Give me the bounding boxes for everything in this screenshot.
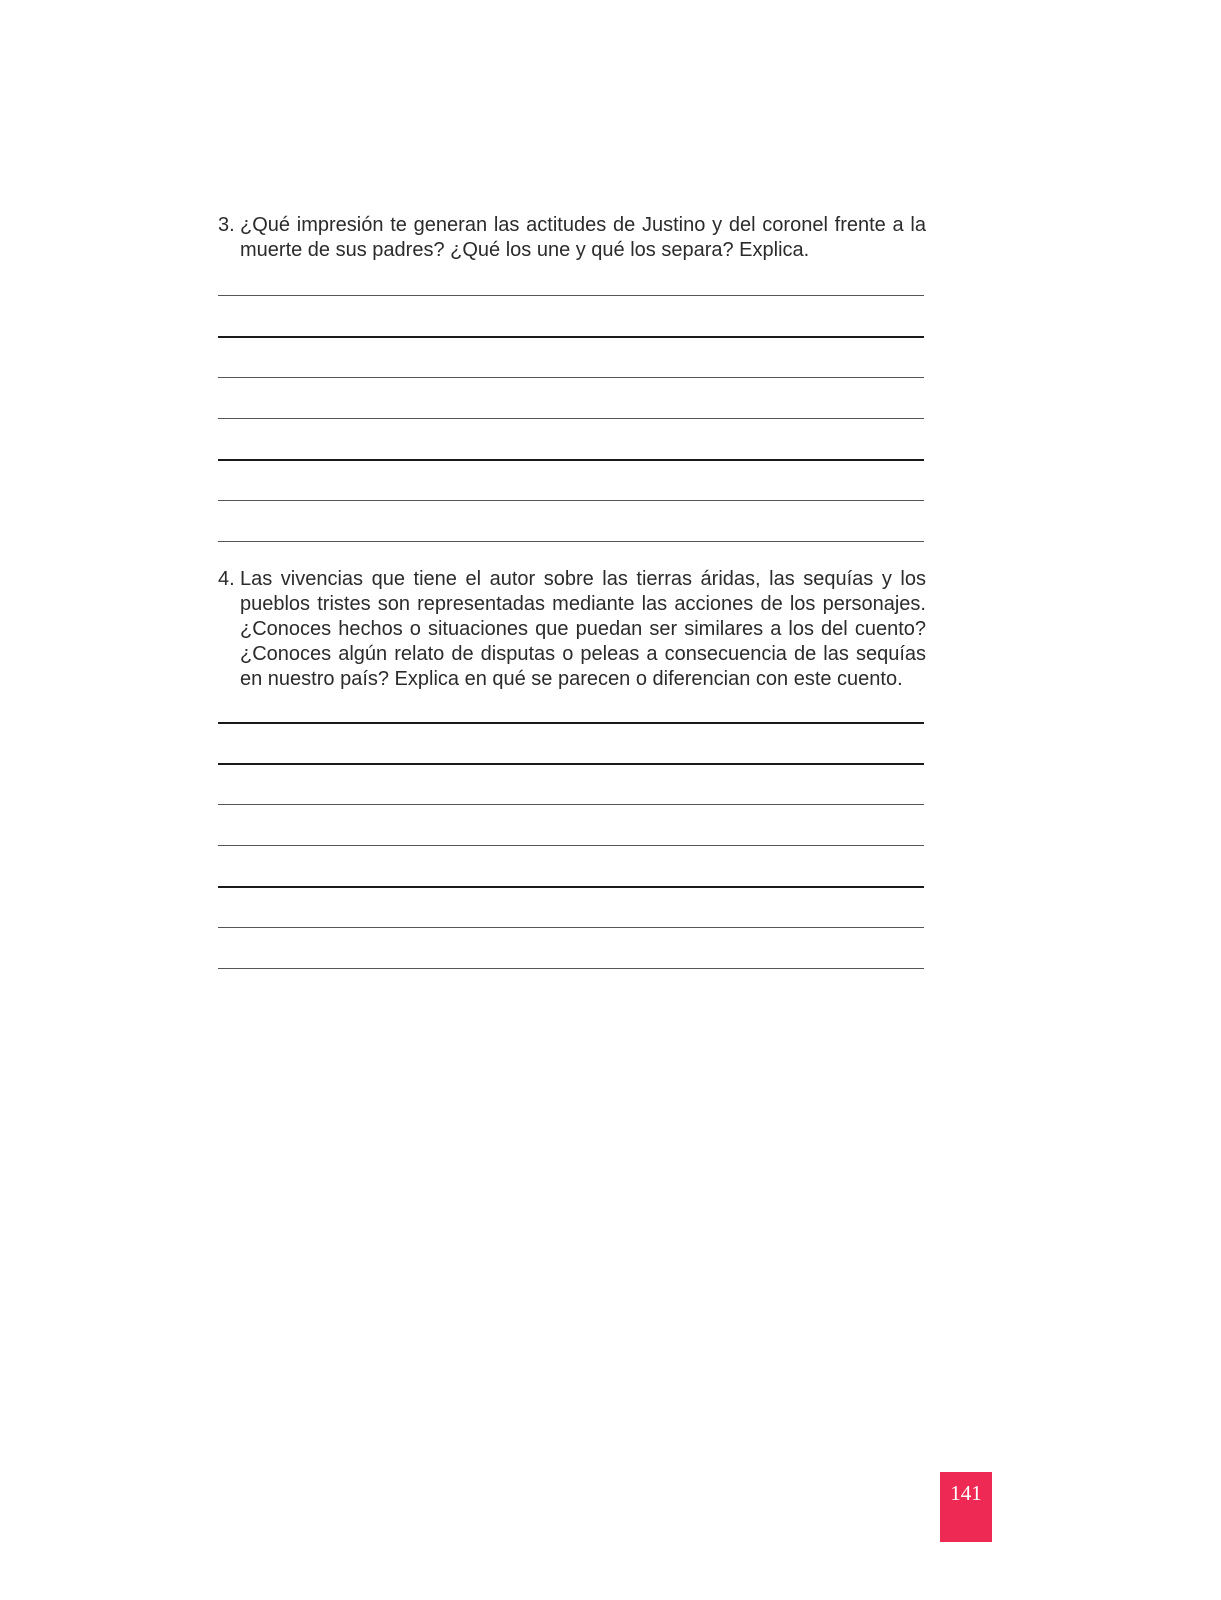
question-number: 4. <box>218 568 235 590</box>
answer-line <box>218 541 924 542</box>
answer-line <box>218 295 924 296</box>
page-number: 141 <box>950 1481 982 1505</box>
answer-line <box>218 968 924 969</box>
question-text: ¿Qué impresión te generan las actitudes de Justino y del coronel frente a la muerte de sus padres? ¿Qué los une y qué los separa? Explica. <box>240 214 926 261</box>
question-3 <box>218 213 926 263</box>
page-number-badge <box>940 1472 992 1542</box>
question-text: Las vivencias que tiene el autor sobre las tierras áridas, las sequías y los pueblos tristes son representadas mediante las acciones de los personajes. ¿Conoces hechos o situaciones que puedan ser similares a los del cuento? ¿Conoces algún relato de disputas o peleas a consecuencia de las sequías en nuestro país? Explica en qué se parecen o diferencian con este cuento. <box>240 568 926 690</box>
answer-line <box>218 500 924 501</box>
answer-line <box>218 459 924 461</box>
answer-line <box>218 804 924 805</box>
answer-line <box>218 886 924 888</box>
answer-line <box>218 927 924 928</box>
question-number: 3. <box>218 214 235 236</box>
question-4 <box>218 567 926 692</box>
answer-line <box>218 722 924 724</box>
answer-line <box>218 845 924 846</box>
answer-line <box>218 377 924 378</box>
answer-line <box>218 763 924 765</box>
answer-line <box>218 418 924 419</box>
answer-line <box>218 336 924 338</box>
